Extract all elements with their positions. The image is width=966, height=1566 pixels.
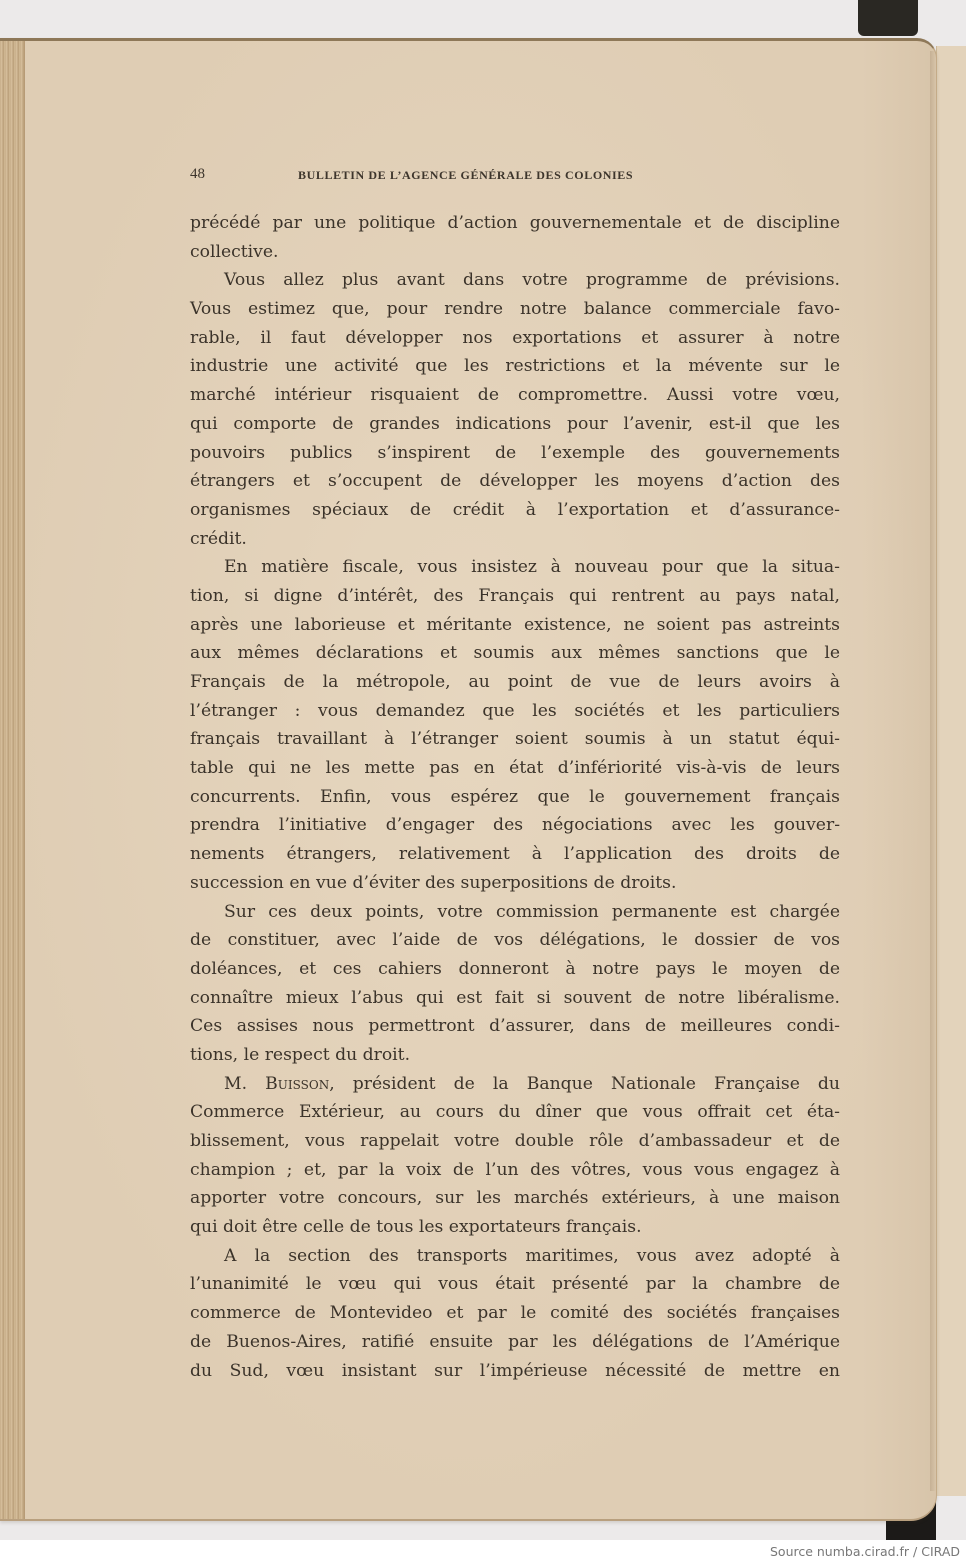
text-line: table qui ne les mette pas en état d’infériorité vis-à-vis de leurs (190, 758, 840, 779)
body-text (190, 209, 840, 1385)
text-line: collective. (190, 241, 279, 262)
text-line: M. Buisson, président de la Banque Nationale Française du (224, 1073, 841, 1094)
text-line: étrangers et s’occupent de développer les moyens d’action des (190, 471, 840, 492)
page-stack-edges (0, 41, 25, 1519)
text-line: qui doit être celle de tous les exportateurs français. (190, 1217, 642, 1238)
text-line: Commerce Extérieur, au cours du dîner que vous offrait cet éta- (190, 1102, 840, 1123)
text-line: du Sud, vœu insistant sur l’impérieuse nécessité de mettre en (190, 1360, 840, 1381)
text-line: apporter votre concours, sur les marchés extérieurs, à une maison (190, 1188, 840, 1209)
text-line: pouvoirs publics s’inspirent de l’exemple des gouvernements (190, 442, 840, 463)
source-credit: Source numba.cirad.fr / CIRAD (769, 1544, 960, 1559)
adjacent-page-edge (936, 46, 966, 1496)
text-line: A la section des transports maritimes, vous avez adopté à (224, 1245, 840, 1266)
text-line: nements étrangers, relativement à l’application des droits de (190, 844, 840, 865)
text-line: organismes spéciaux de crédit à l’exportation et d’assurance- (190, 499, 840, 520)
text-line: connaître mieux l’abus qui est fait si souvent de notre libéralisme. (190, 987, 840, 1008)
person-name: Buisson (265, 1073, 330, 1094)
page-fold (930, 51, 936, 1491)
text-line: tion, si digne d’intérêt, des Français qui rentrent au pays natal, (190, 585, 840, 606)
text-line: blissement, vous rappelait votre double rôle d’ambassadeur et de (190, 1131, 840, 1151)
page-number: 48 (190, 166, 205, 182)
text-line: rable, il faut développer nos exportations et assurer à notre (190, 327, 840, 348)
text-line: français travaillant à l’étranger soient soumis à un statut équi- (190, 729, 840, 750)
text-line: de Buenos-Aires, ratifié ensuite par les délégations de l’Amérique (190, 1331, 840, 1352)
text-line: marché intérieur risquaient de compromettre. Aussi votre vœu, (190, 385, 840, 406)
text-line: crédit. (190, 528, 247, 549)
text-line: doléances, et ces cahiers donneront à notre pays le moyen de (190, 958, 840, 979)
text-line: En matière fiscale, vous insistez à nouveau pour que la situa- (224, 557, 840, 578)
text-line: Français de la métropole, au point de vue de leurs avoirs à (190, 672, 840, 692)
text-line: de constituer, avec l’aide de vos délégations, le dossier de vos (190, 930, 840, 951)
book-clip-top (858, 0, 918, 36)
text-line: aux mêmes déclarations et soumis aux mêmes sanctions que le (190, 643, 840, 664)
text-line: industrie une activité que les restrictions et la mévente sur le (190, 356, 840, 377)
text-line: précédé par une politique d’action gouvernementale et de discipline (190, 213, 840, 233)
page-header (190, 166, 836, 186)
text-line: Ces assises nous permettront d’assurer, dans de meilleures condi- (190, 1016, 840, 1037)
text-line: champion ; et, par la voix de l’un des vôtres, vous vous engagez à (190, 1159, 840, 1180)
running-head: BULLETIN DE L’AGENCE GÉNÉRALE DES COLONIES (298, 168, 634, 182)
text-line: l’étranger : vous demandez que les sociétés et les particuliers (190, 700, 840, 721)
text-line: Vous estimez que, pour rendre notre balance commerciale favo- (190, 299, 840, 320)
text-line: prendra l’initiative d’engager des négociations avec les gouver- (190, 815, 840, 836)
text-line: après une laborieuse et méritante existence, ne soient pas astreints (190, 614, 840, 635)
text-line: Sur ces deux points, votre commission permanente est chargée (224, 901, 840, 922)
text-line: succession en vue d’éviter des superpositions de droits. (190, 872, 677, 893)
text-line: concurrents. Enfin, vous espérez que le gouvernement français (190, 786, 840, 807)
text-line: Vous allez plus avant dans votre programme de prévisions. (224, 270, 840, 291)
text-line: qui comporte de grandes indications pour l’avenir, est-il que les (190, 413, 840, 434)
text-line: commerce de Montevideo et par le comité des sociétés françaises (190, 1303, 840, 1324)
text-line: l’unanimité le vœu qui vous était présenté par la chambre de (190, 1274, 840, 1295)
text-line: tions, le respect du droit. (190, 1044, 411, 1065)
